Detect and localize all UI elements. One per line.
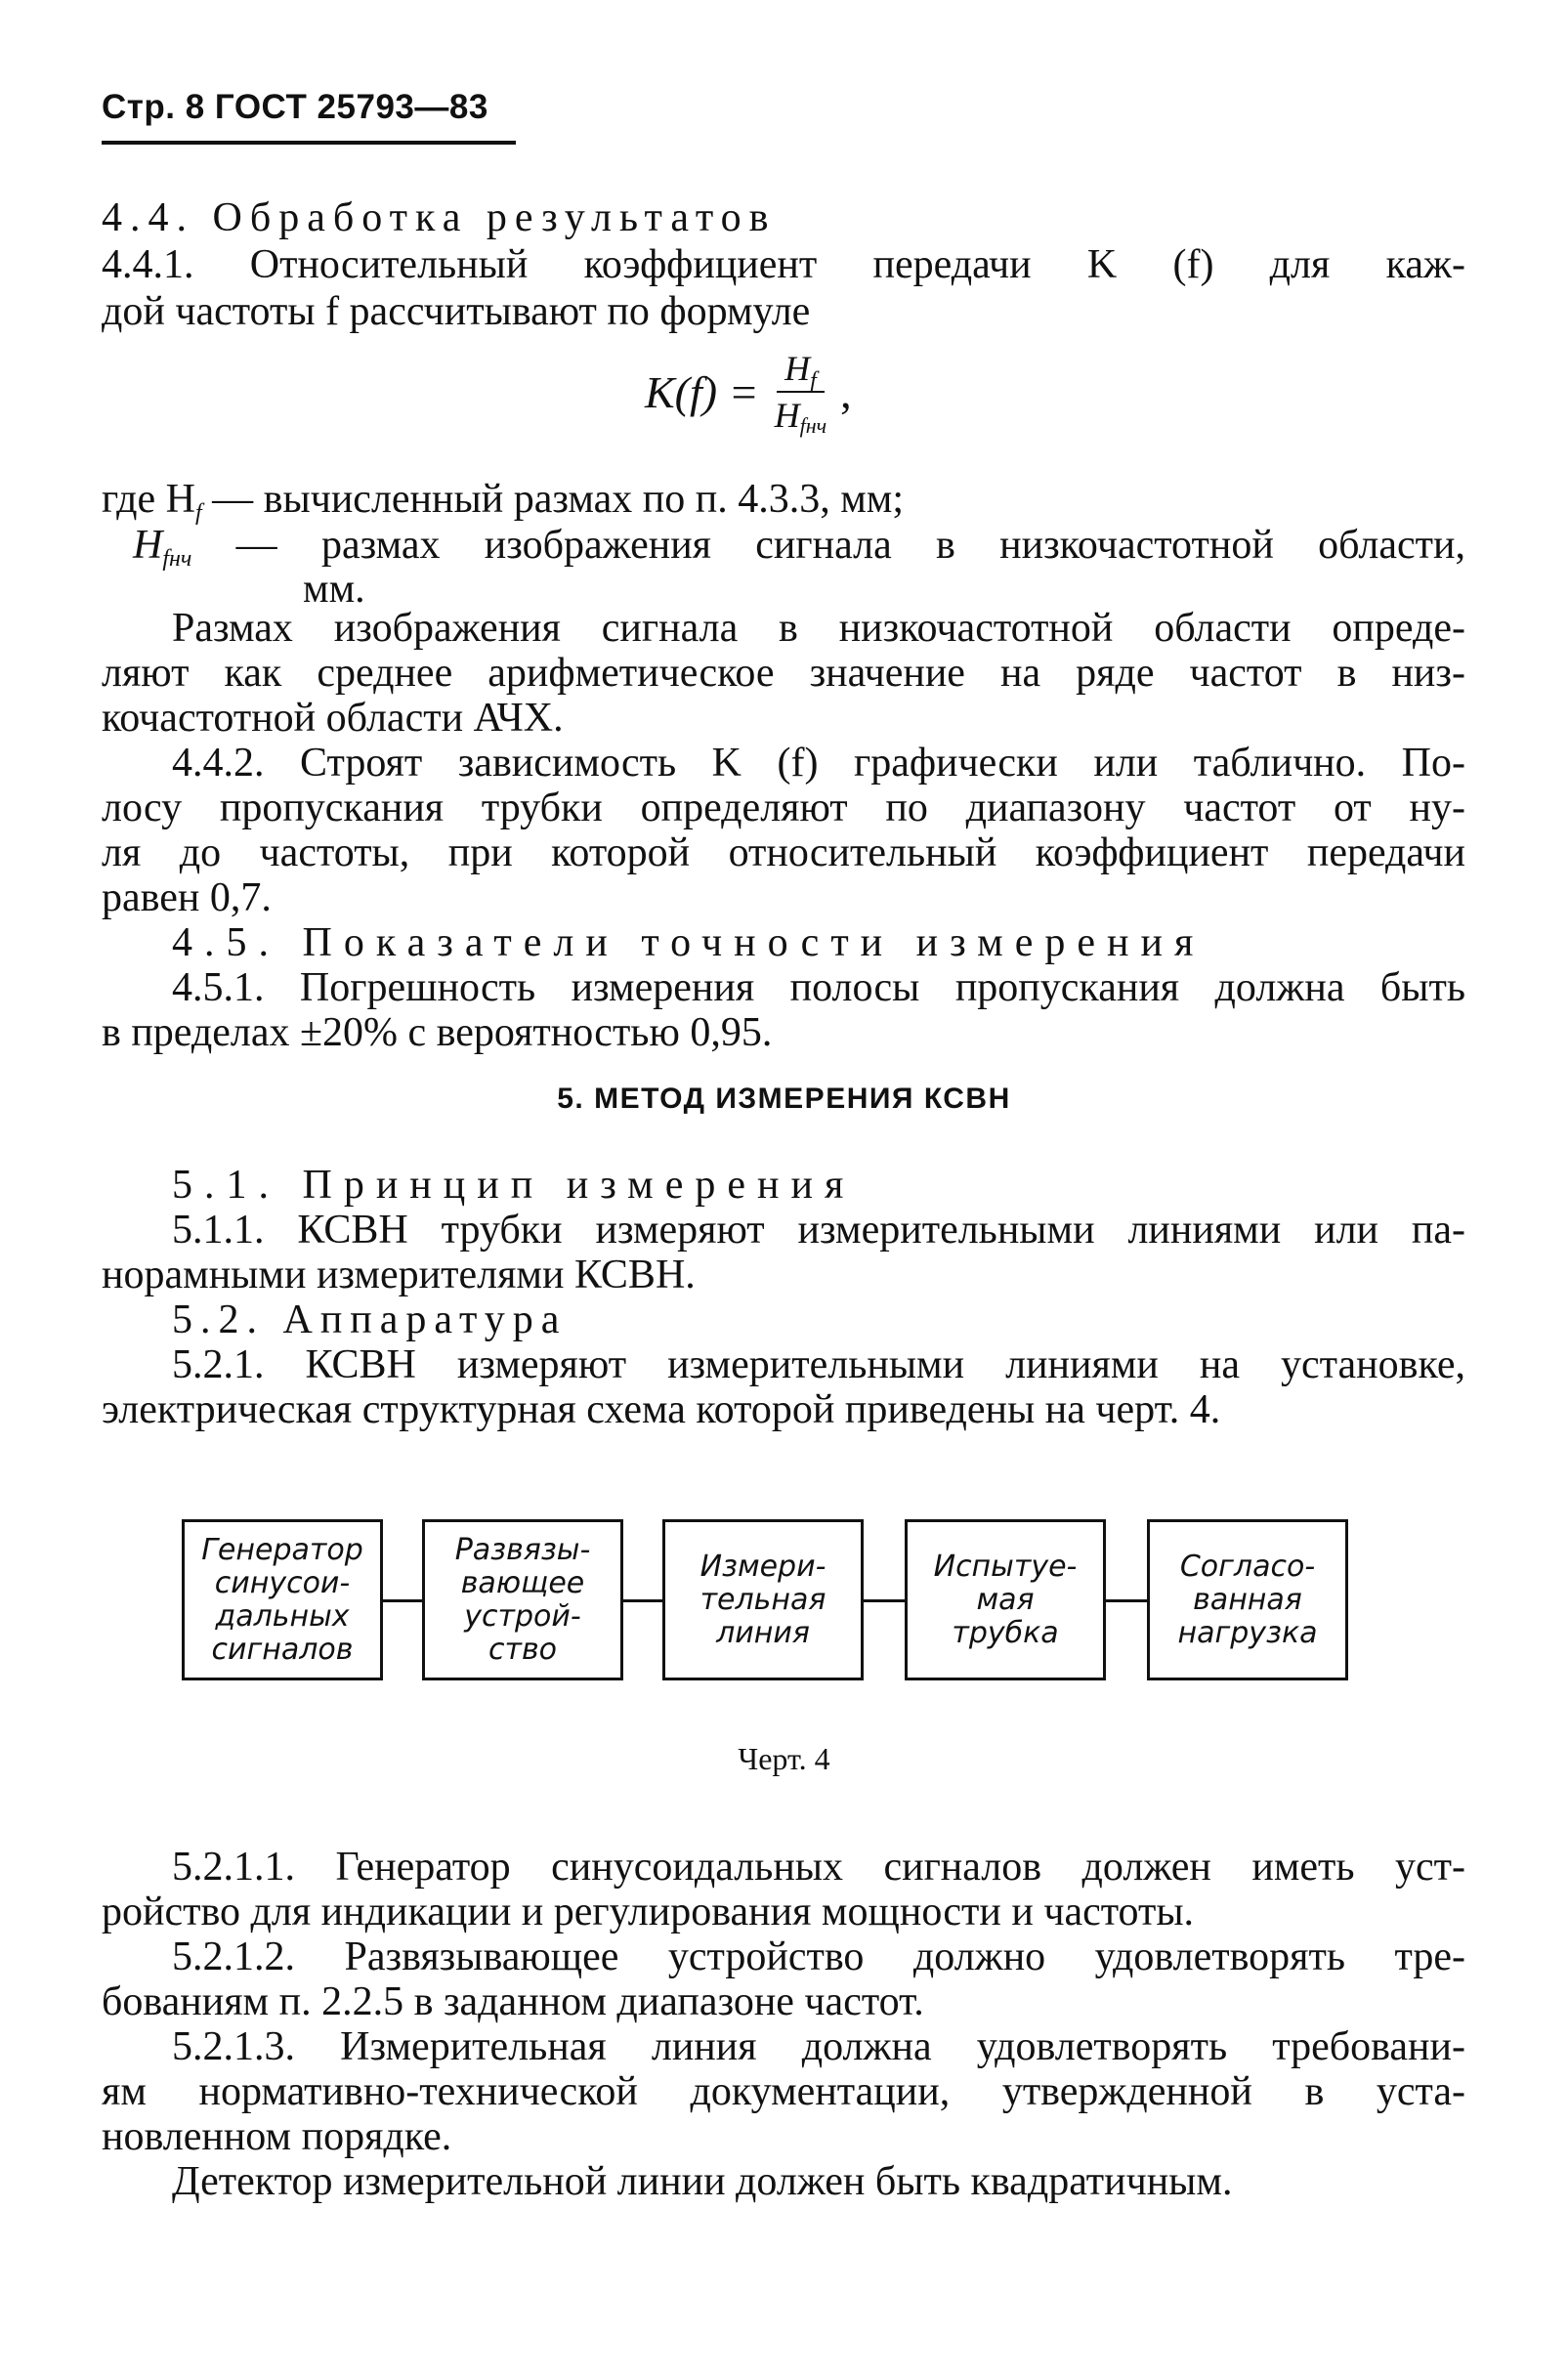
paragraph-line: лосу пропускания трубки определяют по диапазону частот от ну- xyxy=(102,786,1465,830)
paragraph-line: дой частоты f рассчитывают по формуле xyxy=(102,289,811,334)
formula-denominator: Hfнч xyxy=(774,396,827,438)
block-test-tube: Испытуе- мая трубка xyxy=(905,1519,1106,1680)
page-header: Стр. 8 ГОСТ 25793—83 xyxy=(102,88,488,126)
section-5-heading: 5. МЕТОД ИЗМЕРЕНИЯ КСВН xyxy=(557,1083,1011,1115)
formula-lhs: K(f) = xyxy=(645,366,759,417)
paragraph-line: мм. xyxy=(303,567,365,612)
definition-hf: где Hf — вычисленный размах по п. 4.3.3, мм; xyxy=(102,477,905,526)
paragraph-line: ройство для индикации и регулирования мощности и частоты. xyxy=(102,1890,1195,1934)
paragraph-line: новленном порядке. xyxy=(102,2114,452,2159)
paragraph-line: 5.2.1.1. Генератор синусоидальных сигналов должен иметь уст- xyxy=(172,1845,1465,1890)
paragraph-line: электрическая структурная схема которой приведены на черт. 4. xyxy=(102,1387,1221,1432)
connector xyxy=(864,1599,905,1602)
formula-numerator: $H_f$ xyxy=(777,348,825,393)
section-5-1-heading: 5.1. Принцип измерения xyxy=(172,1163,856,1208)
paragraph-line: бованиям п. 2.2.5 в заданном диапазоне частот. xyxy=(102,1979,924,2024)
paragraph-line: Детектор измерительной линии должен быть квадратичным. xyxy=(172,2159,1233,2204)
formula-fraction xyxy=(767,348,835,436)
block-matched-load: Согласо- ванная нагрузка xyxy=(1147,1519,1348,1680)
paragraph-line: ля до частоты, при которой относительный коэффициент передачи xyxy=(102,830,1465,875)
paragraph-line: Размах изображения сигнала в низкочастотной области опреде- xyxy=(172,606,1465,651)
formula-comma: , xyxy=(840,366,852,417)
section-4-5-heading: 4.5. Показатели точности измерения xyxy=(172,920,1206,965)
section-5-2-heading: 5.2. Аппаратура xyxy=(172,1297,568,1342)
paragraph-line: кочастотной области АЧХ. xyxy=(102,696,564,741)
paragraph-line: ям нормативно-технической документации, утвержденной в уста- xyxy=(102,2069,1465,2114)
block-measuring-line: Измери- тельная линия xyxy=(662,1519,864,1680)
paragraph-line: в пределах ±20% с вероятностью 0,95. xyxy=(102,1010,773,1055)
paragraph-line: 4.4.2. Строят зависимость K (f) графически или таблично. По- xyxy=(172,741,1465,786)
connector xyxy=(1106,1599,1147,1602)
connector xyxy=(623,1599,662,1602)
paragraph-line: 5.2.1. КСВН измеряют измерительными линиями на установке, xyxy=(172,1342,1465,1387)
formula-transfer-coefficient xyxy=(645,348,852,436)
paragraph-line: ляют как среднее арифметическое значение на ряде частот в низ- xyxy=(102,651,1465,696)
connector xyxy=(383,1599,422,1602)
block-generator: Генератор синусои- дальных сигналов xyxy=(182,1519,383,1680)
block-decoupler: Развязы- вающее устрой- ство xyxy=(422,1519,623,1680)
paragraph-line: 4.5.1. Погрешность измерения полосы пропускания должна быть xyxy=(172,965,1465,1010)
block-diagram xyxy=(176,1519,1387,1685)
figure-caption: Черт. 4 xyxy=(738,1741,830,1776)
paragraph-line: 4.4.1. Относительный коэффициент передачи K (f) для каж- xyxy=(102,242,1465,287)
paragraph-line: 5.2.1.3. Измерительная линия должна удовлетворять требовани- xyxy=(172,2024,1465,2069)
paragraph-line: 5.1.1. КСВН трубки измеряют измерительными линиями или па- xyxy=(172,1208,1465,1253)
header-divider xyxy=(102,141,516,145)
paragraph-line: норамными измерителями КСВН. xyxy=(102,1253,696,1297)
definition-hfnch: Hfнч — размах изображения сигнала в низкочастотной области, xyxy=(133,523,1465,572)
paragraph-line: равен 0,7. xyxy=(102,875,272,920)
paragraph-line: 5.2.1.2. Развязывающее устройство должно удовлетворять тре- xyxy=(172,1934,1465,1979)
section-4-4-heading: 4.4. Обработка результатов xyxy=(102,195,777,240)
